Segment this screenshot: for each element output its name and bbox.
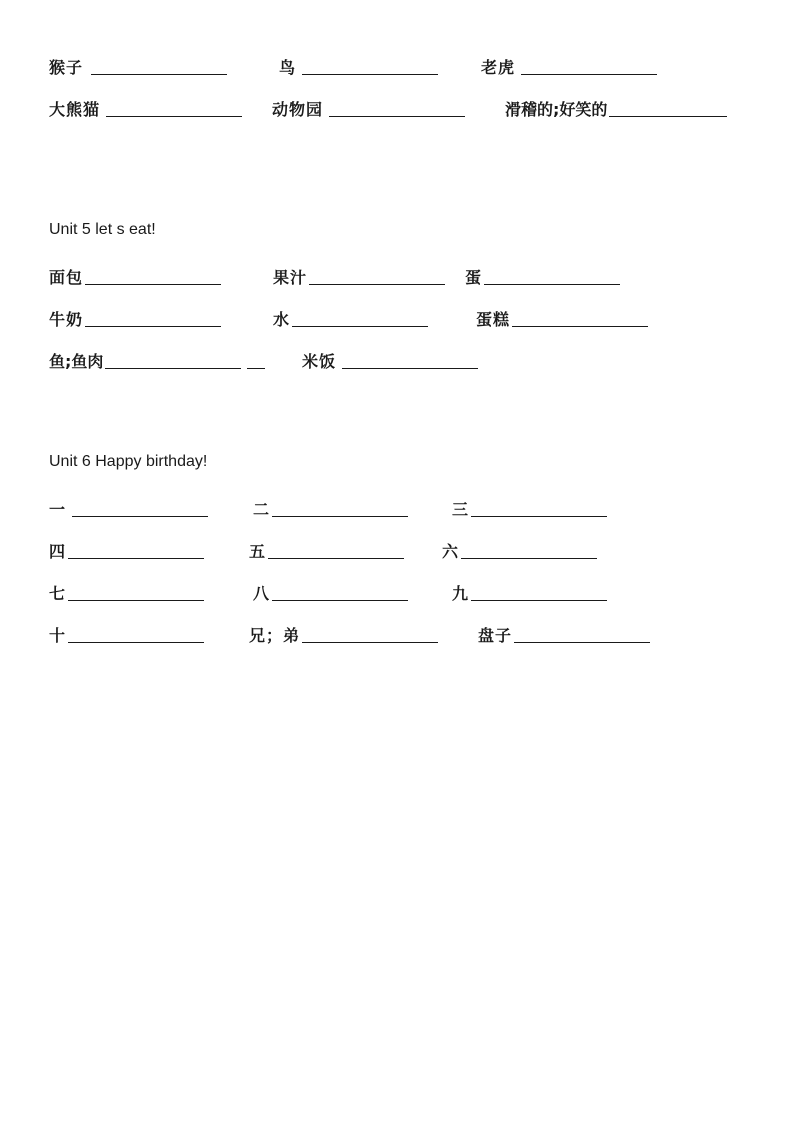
vocab-label: 米饭 (302, 352, 337, 371)
vocab-item-bread (49, 260, 221, 288)
answer-blank[interactable] (68, 642, 204, 643)
vocab-label: 牛奶 (49, 310, 84, 329)
unit4-row-1 (0, 50, 800, 78)
vocab-label: 五 (249, 542, 267, 561)
vocab-label: 蛋 (465, 268, 483, 287)
vocab-label: 六 (442, 542, 460, 561)
unit5-row-3 (0, 344, 800, 372)
answer-blank[interactable] (292, 326, 428, 327)
vocab-item-water (273, 302, 428, 330)
vocab-item-three (452, 492, 607, 520)
vocab-item-cake (476, 302, 648, 330)
vocab-item-nine (452, 576, 607, 604)
vocab-label: 七 (49, 584, 67, 603)
answer-blank[interactable] (72, 516, 208, 517)
vocab-label: 盘子 (478, 626, 513, 645)
vocab-label: 一 (49, 500, 67, 519)
vocab-item-monkey (49, 50, 227, 78)
unit6-row-2 (0, 534, 800, 562)
vocab-label: 蛋糕 (476, 310, 511, 329)
answer-blank-extension (247, 368, 265, 369)
answer-blank[interactable] (521, 74, 657, 75)
vocab-label: 三 (452, 500, 470, 519)
unit6-row-3 (0, 576, 800, 604)
vocab-label: 八 (253, 584, 271, 603)
vocab-item-four (49, 534, 204, 562)
vocab-label: 九 (452, 584, 470, 603)
vocab-label: 果汁 (273, 268, 308, 287)
vocab-label: 二 (253, 500, 271, 519)
answer-blank[interactable] (268, 558, 404, 559)
vocab-label: 猴子 (49, 58, 84, 77)
vocab-label: 滑稽的;好笑的 (505, 100, 608, 119)
vocab-label: 四 (49, 542, 67, 561)
vocab-item-fish (49, 344, 265, 372)
vocab-label: 鱼;鱼肉 (49, 352, 104, 371)
answer-blank[interactable] (461, 558, 597, 559)
vocab-label: 十 (49, 626, 67, 645)
unit5-heading: Unit 5 let s eat! (49, 221, 156, 238)
answer-blank[interactable] (85, 326, 221, 327)
vocab-item-seven (49, 576, 204, 604)
answer-blank[interactable] (309, 284, 445, 285)
vocab-item-milk (49, 302, 221, 330)
vocab-label: 动物园 (272, 100, 324, 119)
answer-blank[interactable] (302, 74, 438, 75)
vocab-item-funny (505, 92, 727, 120)
answer-blank[interactable] (512, 326, 648, 327)
answer-blank[interactable] (514, 642, 650, 643)
vocab-item-one (49, 492, 208, 520)
answer-blank[interactable] (329, 116, 465, 117)
answer-blank[interactable] (484, 284, 620, 285)
answer-blank[interactable] (91, 74, 227, 75)
unit5-row-2 (0, 302, 800, 330)
unit5-row-1 (0, 260, 800, 288)
vocab-label: 大熊猫 (49, 100, 101, 119)
answer-blank[interactable] (471, 516, 607, 517)
vocab-item-panda (49, 92, 242, 120)
answer-blank[interactable] (272, 600, 408, 601)
unit6-row-1 (0, 492, 800, 520)
answer-blank[interactable] (68, 600, 204, 601)
vocab-item-bird (279, 50, 438, 78)
answer-blank[interactable] (105, 368, 241, 369)
answer-blank[interactable] (342, 368, 478, 369)
answer-blank[interactable] (609, 116, 727, 117)
vocab-item-plate (478, 618, 650, 646)
vocab-label: 水 (273, 310, 291, 329)
vocab-item-tiger (481, 50, 657, 78)
vocab-label: 鸟 (279, 58, 297, 77)
vocab-item-egg (465, 260, 620, 288)
vocab-item-eight (253, 576, 408, 604)
vocab-item-brother (249, 618, 438, 646)
vocab-label: 兄；弟 (249, 626, 301, 645)
vocab-item-six (442, 534, 597, 562)
vocab-item-two (253, 492, 408, 520)
unit4-row-2 (0, 92, 800, 120)
vocab-item-zoo (272, 92, 465, 120)
answer-blank[interactable] (106, 116, 242, 117)
vocab-item-five (249, 534, 404, 562)
answer-blank[interactable] (471, 600, 607, 601)
answer-blank[interactable] (68, 558, 204, 559)
vocab-item-rice (302, 344, 478, 372)
answer-blank[interactable] (85, 284, 221, 285)
unit6-row-4 (0, 618, 800, 646)
answer-blank[interactable] (302, 642, 438, 643)
vocab-item-ten (49, 618, 204, 646)
vocab-label: 老虎 (481, 58, 516, 77)
unit6-heading: Unit 6 Happy birthday! (49, 453, 208, 470)
vocab-item-juice (273, 260, 445, 288)
vocab-label: 面包 (49, 268, 84, 287)
answer-blank[interactable] (272, 516, 408, 517)
